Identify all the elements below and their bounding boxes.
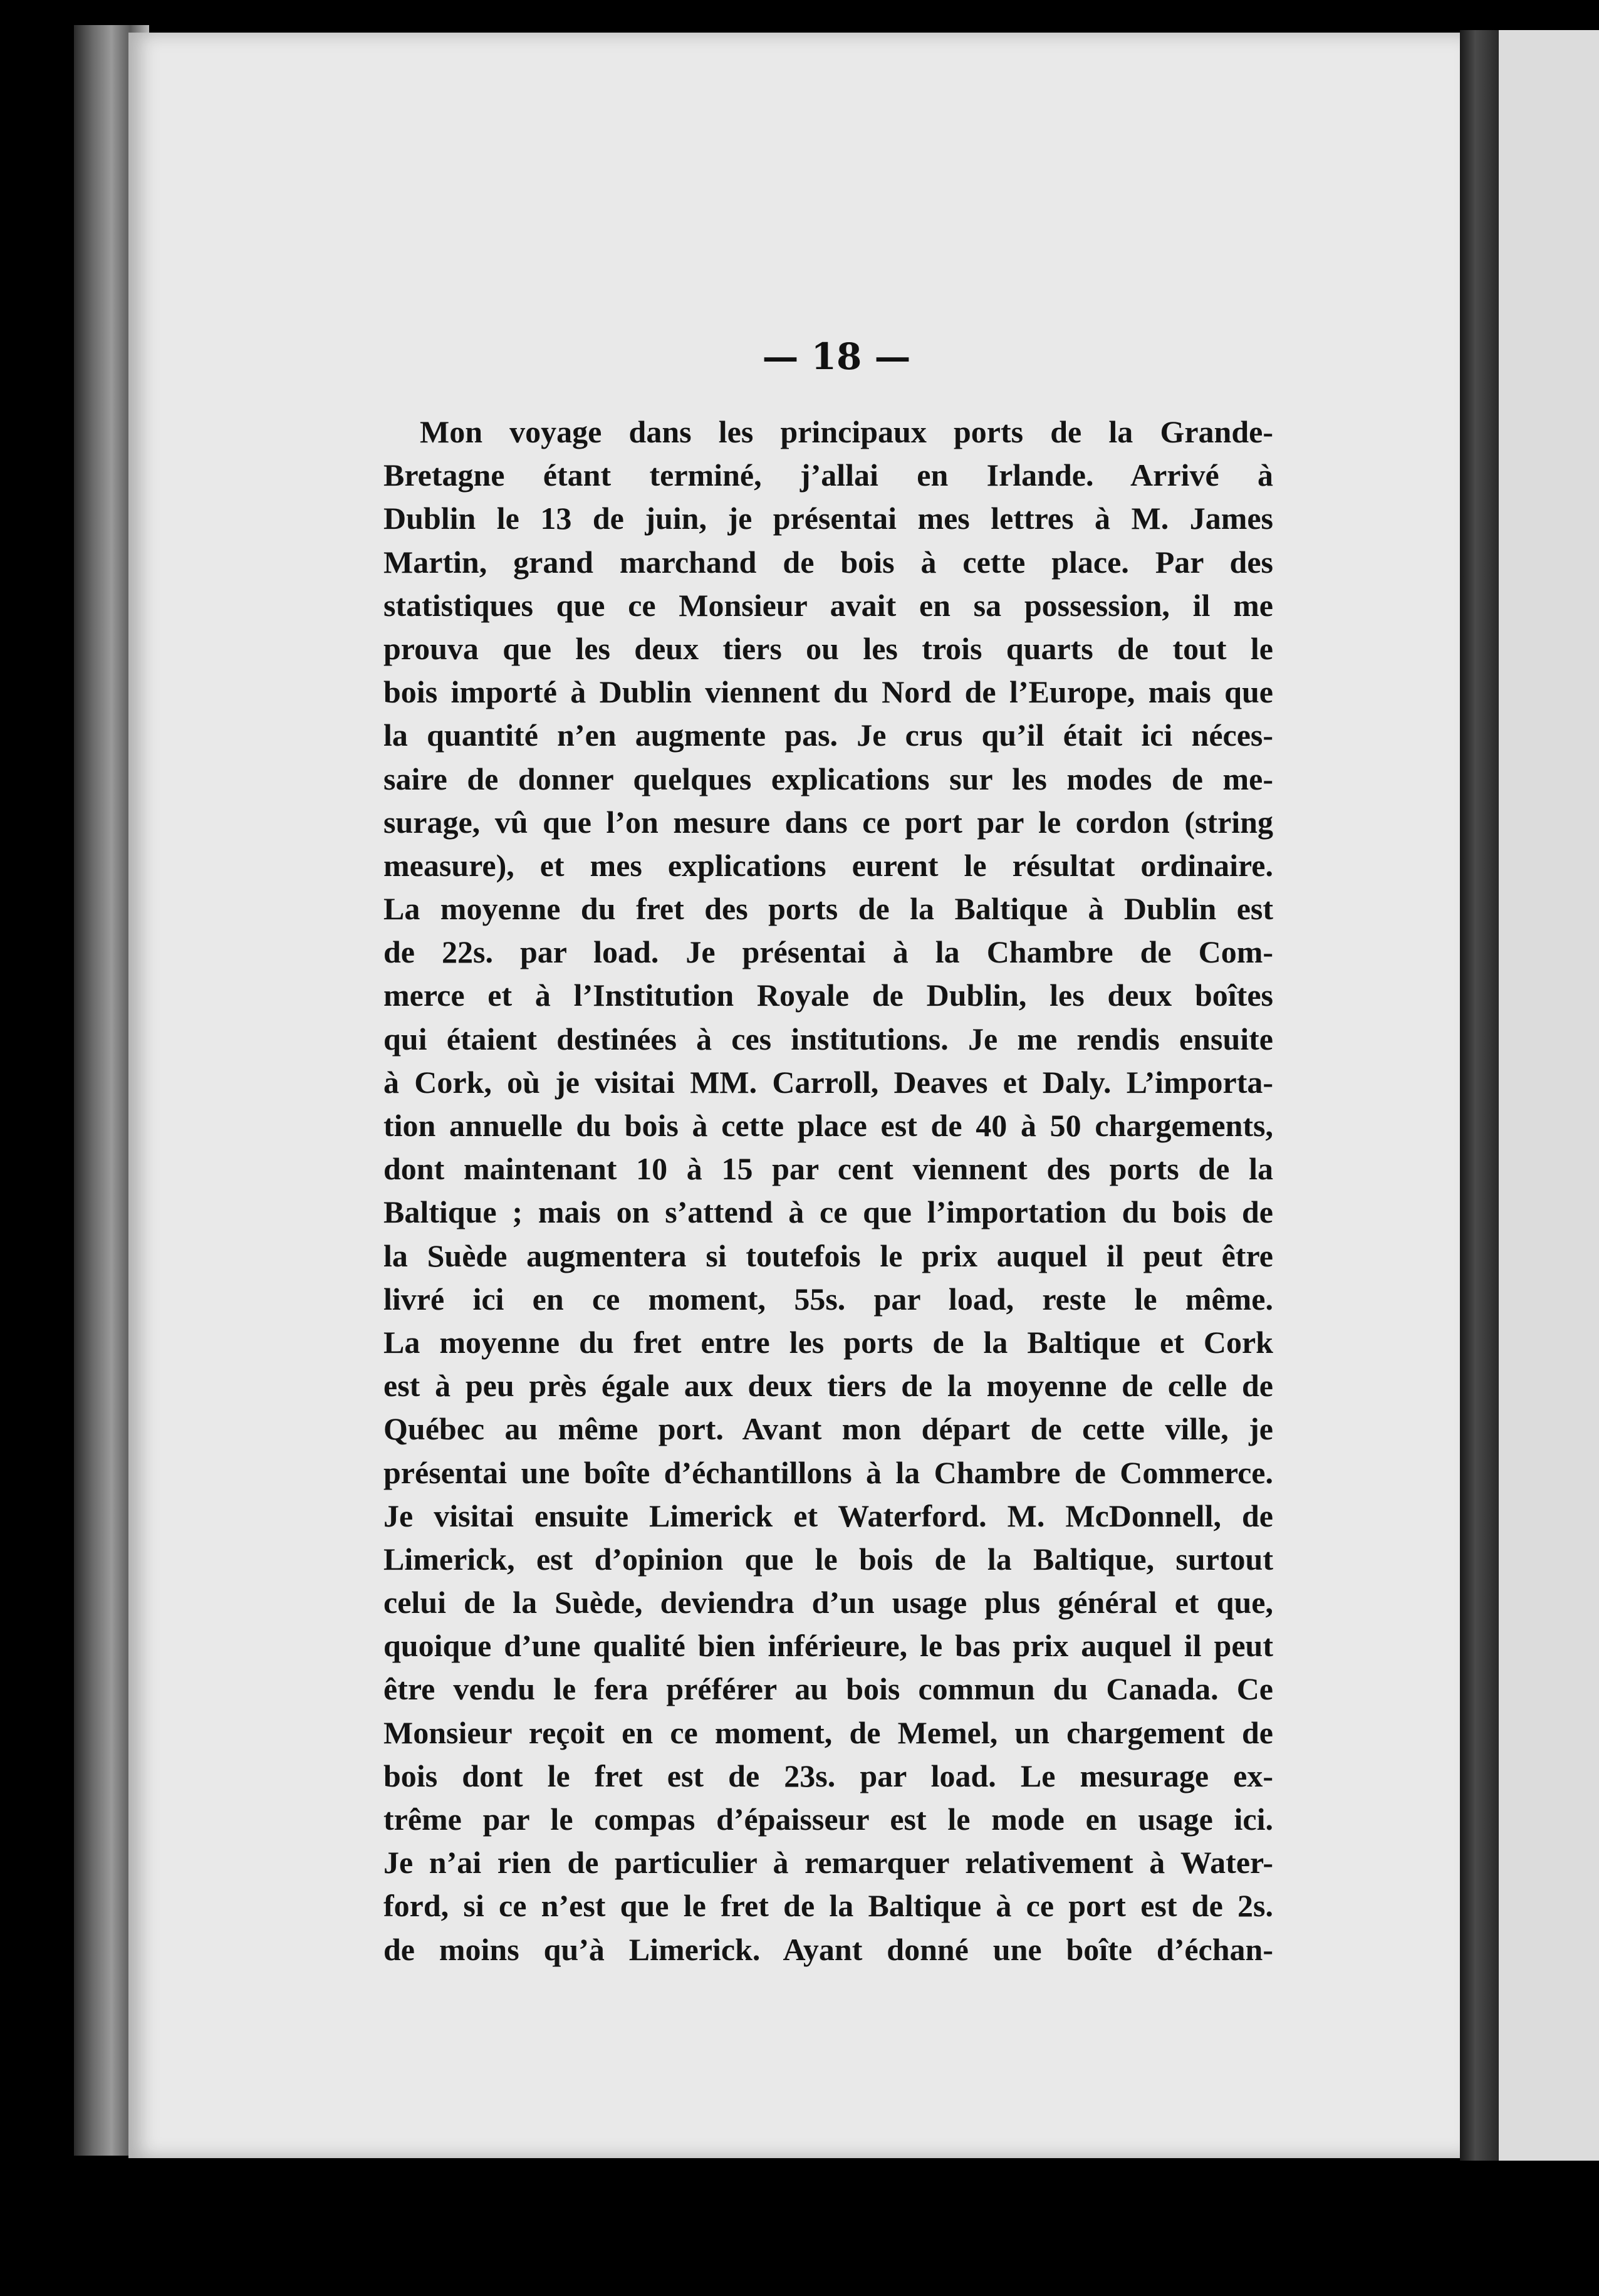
scan-bottom-border: [0, 2174, 1599, 2296]
text-line: Martin, grand marchand de bois à cette place. Par des: [383, 544, 1273, 580]
text-line: measure), et mes explications eurent le résultat ordinaire.: [383, 847, 1273, 883]
text-line: statistiques que ce Monsieur avait en sa possession, il me: [383, 587, 1273, 623]
text-line: de 22s. par load. Je présentai à la Chambre de Com-: [383, 934, 1273, 970]
text-line: est à peu près égale aux deux tiers de la moyenne de celle de: [383, 1368, 1273, 1404]
text-line: à Cork, où je visitai MM. Carroll, Deaves et Daly. L’importa-: [383, 1064, 1273, 1100]
text-line: la quantité n’en augmente pas. Je crus qu’il était ici néces-: [383, 718, 1273, 753]
body-text: [383, 410, 1273, 1971]
text-line: Je n’ai rien de particulier à remarquer relativement à Water-: [383, 1845, 1273, 1881]
text-line: prouva que les deux tiers ou les trois quarts de tout le: [383, 630, 1273, 666]
text-line: Mon voyage dans les principaux ports de la Grande-: [420, 414, 1273, 449]
text-line: celui de la Suède, deviendra d’un usage plus général et que,: [383, 1585, 1273, 1620]
page-number: — 18 —: [762, 335, 911, 378]
text-line: surage, vû que l’on mesure dans ce port par le cordon (string: [383, 804, 1273, 840]
text-line: livré ici en ce moment, 55s. par load, reste le même.: [383, 1281, 1273, 1317]
text-line: la Suède augmentera si toutefois le prix auquel il peut être: [383, 1238, 1273, 1273]
text-line: dont maintenant 10 à 15 par cent viennent des ports de la: [383, 1151, 1273, 1187]
text-line: trême par le compas d’épaisseur est le mode en usage ici.: [383, 1802, 1273, 1837]
text-line: Baltique ; mais on s’attend à ce que l’importation du bois de: [383, 1194, 1273, 1230]
text-line: Limerick, est d’opinion que le bois de la Baltique, surtout: [383, 1541, 1273, 1577]
text-line: de moins qu’à Limerick. Ayant donné une boîte d’échan-: [383, 1931, 1273, 1967]
text-line: quoique d’une qualité bien inférieure, le bas prix auquel il peut: [383, 1628, 1273, 1664]
text-line: La moyenne du fret entre les ports de la Baltique et Cork: [383, 1324, 1273, 1360]
text-line: être vendu le fera préférer au bois commun du Canada. Ce: [383, 1671, 1273, 1707]
text-line: présentai une boîte d’échantillons à la Chambre de Commerce.: [383, 1454, 1273, 1490]
text-line: Québec au même port. Avant mon départ de cette ville, je: [383, 1411, 1273, 1447]
book-gutter: [1460, 30, 1499, 2161]
text-line: merce et à l’Institution Royale de Dublin, les deux boîtes: [383, 978, 1273, 1013]
text-line: bois dont le fret est de 23s. par load. Le mesurage ex-: [383, 1758, 1273, 1793]
text-line: La moyenne du fret des ports de la Baltique à Dublin est: [383, 891, 1273, 927]
text-line: saire de donner quelques explications sur les modes de me-: [383, 761, 1273, 796]
text-line: tion annuelle du bois à cette place est de 40 à 50 chargements,: [383, 1108, 1273, 1143]
facing-page-edge: [1499, 30, 1599, 2161]
text-line: Monsieur reçoit en ce moment, de Memel, un chargement de: [383, 1714, 1273, 1750]
text-line: Dublin le 13 de juin, je présentai mes lettres à M. James: [383, 501, 1273, 536]
text-line: qui étaient destinées à ces institutions. Je me rendis ensuite: [383, 1021, 1273, 1057]
text-line: Bretagne étant terminé, j’allai en Irlande. Arrivé à: [383, 457, 1273, 493]
text-line: bois importé à Dublin viennent du Nord de l’Europe, mais que: [383, 674, 1273, 710]
text-line: Je visitai ensuite Limerick et Waterford. M. McDonnell, de: [383, 1498, 1273, 1533]
text-line: ford, si ce n’est que le fret de la Baltique à ce port est de 2s.: [383, 1888, 1273, 1924]
